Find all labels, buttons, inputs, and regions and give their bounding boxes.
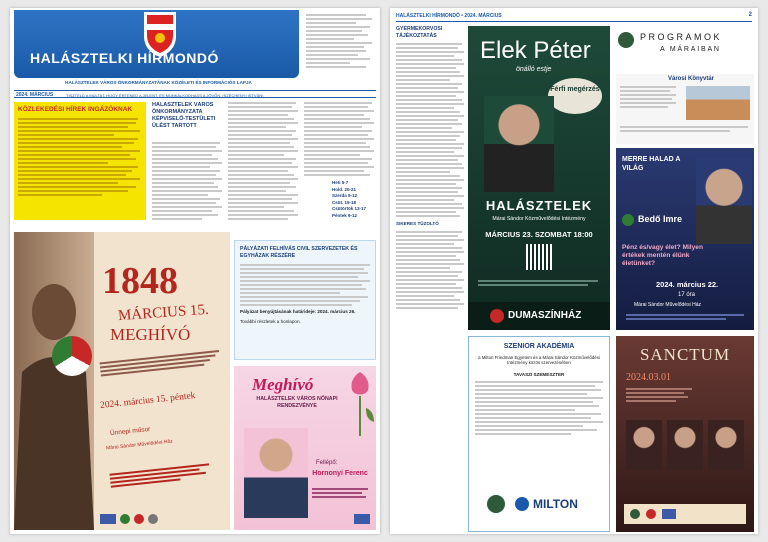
sanctum-title: SANCTUM <box>639 345 731 364</box>
show-title-badge: Férfi megérzés <box>548 78 602 114</box>
event-town: HALÁSZTELEK <box>485 198 593 213</box>
artist-photo <box>708 420 744 470</box>
pediatric-text <box>396 43 464 217</box>
senior-academy-title: SZENIOR AKADÉMIA <box>503 343 575 350</box>
portrait-image <box>14 232 94 530</box>
grant-title: PÁLYÁZATI FELHÍVÁS CIVIL SZERVEZETEK ÉS EGYHÁZAK RÉSZÉRE <box>240 246 358 259</box>
poster-text2 <box>109 462 220 489</box>
event-datetime: MÁRCIUS 23. SZOMBAT 18:00 <box>485 230 593 239</box>
library-address <box>620 126 750 134</box>
firefighter-text <box>396 231 464 309</box>
senior-academy-subtitle: a Milton Friedman Egyetem és a Márai Sándor Közművelődési Intézmény közös szervezésében <box>478 354 600 366</box>
grant-text <box>240 264 370 306</box>
marai-logo-icon <box>487 495 505 513</box>
senior-academy-box <box>468 336 610 532</box>
bedo-logo-icon <box>622 214 634 226</box>
poster-venue: Márai Sándor Művelődési Ház <box>105 438 174 452</box>
guest-label: Fellépő: <box>316 460 338 466</box>
sanctum-date: 2024.03.01 <box>626 372 671 383</box>
library-title: Városi Könyvtár <box>668 76 715 82</box>
hours-line: Szerda 9-12 <box>332 193 358 199</box>
traffic-news-title: KÖZLEKEDÉSI HÍREK INGÁZÓKNAK <box>18 106 133 113</box>
hours-line: Heti 5-7 <box>332 180 349 185</box>
programs-subtitle: A MÁRAIBAN <box>660 46 721 53</box>
pediatric-title: GYERMEKORVOSI TÁJÉKOZTATÁS <box>396 26 443 39</box>
flag-icon <box>354 514 370 524</box>
performer-subtitle: önálló estje <box>516 66 552 73</box>
page-number: 2 <box>748 12 752 18</box>
guest-name: Hornonyi Ferenc <box>312 470 368 477</box>
speaker-name: Bedő Imre <box>638 214 683 224</box>
sponsor-logo-icon <box>662 509 676 519</box>
qr-code-icon <box>526 244 552 270</box>
sponsor-strip <box>624 504 746 524</box>
cockade-icon <box>52 336 92 376</box>
poster-logos <box>100 514 226 526</box>
dumaszinhaz-label: DUMASZÍNHÁZ <box>508 310 582 321</box>
elek-peter-poster <box>468 26 610 330</box>
running-header-title: HALÁSZTELKI HÍRMONDÓ • 2024. MÁRCIUS <box>396 13 502 19</box>
grant-notice <box>234 240 376 360</box>
date-bar <box>14 90 376 98</box>
milton-label: MILTON <box>533 497 578 511</box>
council-title: HALÁSZTELEK VÁROS ÖNKORMÁNYZATA KÉPVISELŐ-TESTÜLETI ÜLÉST TARTOTT <box>152 102 216 129</box>
senior-academy-text <box>475 381 603 435</box>
logo-icon <box>148 514 158 524</box>
traffic-news-text <box>18 118 142 196</box>
library-box <box>616 74 754 144</box>
poster-year: 1848 <box>102 260 178 302</box>
contents-list <box>306 14 376 70</box>
opening-hours <box>332 180 376 219</box>
lecture-series-title: MERRE HALAD A VILÁG <box>622 156 681 172</box>
poster-program: Ünnepi műsor <box>109 425 151 438</box>
issue-date: 2024. MÁRCIUS <box>16 92 54 98</box>
dumaszinhaz-logo-icon <box>490 309 504 323</box>
poster-text <box>100 350 225 379</box>
milton-logo-icon <box>515 497 529 511</box>
womens-day-title: Meghívó <box>252 375 314 394</box>
march15-poster <box>14 232 230 530</box>
council-text-col2 <box>228 102 298 222</box>
marai-logo-icon <box>618 32 634 48</box>
speaker-photo <box>696 158 752 244</box>
performer-name: Elek Péter <box>480 37 591 64</box>
library-hours <box>620 86 680 110</box>
logo-icon <box>100 514 116 524</box>
masthead-subtitle: HALÁSZTELEK VÁROS ÖNKORMÁNYZATÁNAK KÖZÉLETI ÉS INFORMÁCIÓS LAPJA <box>65 80 252 85</box>
pediatric-article <box>396 26 464 344</box>
logo-icon <box>134 514 144 524</box>
sponsor-logo-icon <box>646 509 656 519</box>
artist-photo <box>626 420 662 470</box>
womens-day-poster <box>234 366 376 530</box>
tulip-icon <box>344 368 376 438</box>
semester-label: TAVASZI SZEMESZTER <box>513 371 565 377</box>
poster-date: MÁRCIUS 15. <box>117 301 210 325</box>
running-header <box>396 12 752 22</box>
sponsor-logo-icon <box>630 509 640 519</box>
programs-title: PROGRAMOK <box>640 32 723 42</box>
poster-fineprint <box>478 280 600 288</box>
lecture-time: 17 óra <box>678 292 696 298</box>
event-venue: Márai Sándor Közművelődési Intézmény <box>492 216 586 222</box>
masthead <box>14 10 299 78</box>
motto: TISZTELD A MÚLTAT, HOGY ÉRTENED A JELENT, ÉS MUNKÁLKODHASS A JÖVŐN. (SZÉCHENYI ISTVÁN) <box>66 92 264 98</box>
poster-invite: MEGHÍVÓ <box>110 325 191 344</box>
grant-deadline: Pályázat benyújtásának határideje: 2024. március 26. <box>240 309 356 314</box>
poster-event: 2024. március 15. péntek <box>99 391 196 411</box>
hours-line: Hold. 20-21 <box>332 186 357 192</box>
page-right <box>390 8 758 534</box>
programs-header <box>616 26 754 74</box>
lecture-date: 2024. március 22. <box>656 280 719 289</box>
logo-icon <box>120 514 130 524</box>
grant-more: További részletek a honlapon. <box>240 318 301 324</box>
sanctum-poster <box>616 336 754 532</box>
artist-photo <box>667 420 703 470</box>
bedo-imre-poster <box>616 148 754 330</box>
performer-photo <box>244 428 308 518</box>
council-article <box>152 102 376 230</box>
sanctum-text <box>626 388 696 404</box>
page-left <box>10 8 380 534</box>
performer-photo <box>484 96 554 192</box>
dumaszinhaz-bar <box>468 302 610 330</box>
masthead-title: HALÁSZTELKI HÍRMONDÓ <box>30 50 219 66</box>
lecture-question: Pénz és/vagy élet? Milyen értékek mentén élünk életünket? <box>622 244 703 267</box>
firefighter-title: SIKERES TŰZOLTÓ <box>396 221 439 226</box>
traffic-news-box <box>14 102 146 220</box>
library-photo <box>686 86 750 120</box>
hours-line: Péntek 9-12 <box>332 212 358 218</box>
hours-line: Csüt. 15-18 <box>332 199 357 205</box>
lecture-venue: Márai Sándor Művelődési Ház <box>634 302 701 308</box>
womens-day-subtitle: HALÁSZTELEK VÁROS NŐNAPI RENDEZVÉNYE <box>256 396 338 409</box>
womens-day-text <box>312 488 370 500</box>
council-text-col3 <box>304 102 374 178</box>
council-text-col1 <box>152 142 222 222</box>
lecture-fineprint <box>626 314 746 322</box>
hours-line: Csütörtök 13-17 <box>332 206 367 212</box>
